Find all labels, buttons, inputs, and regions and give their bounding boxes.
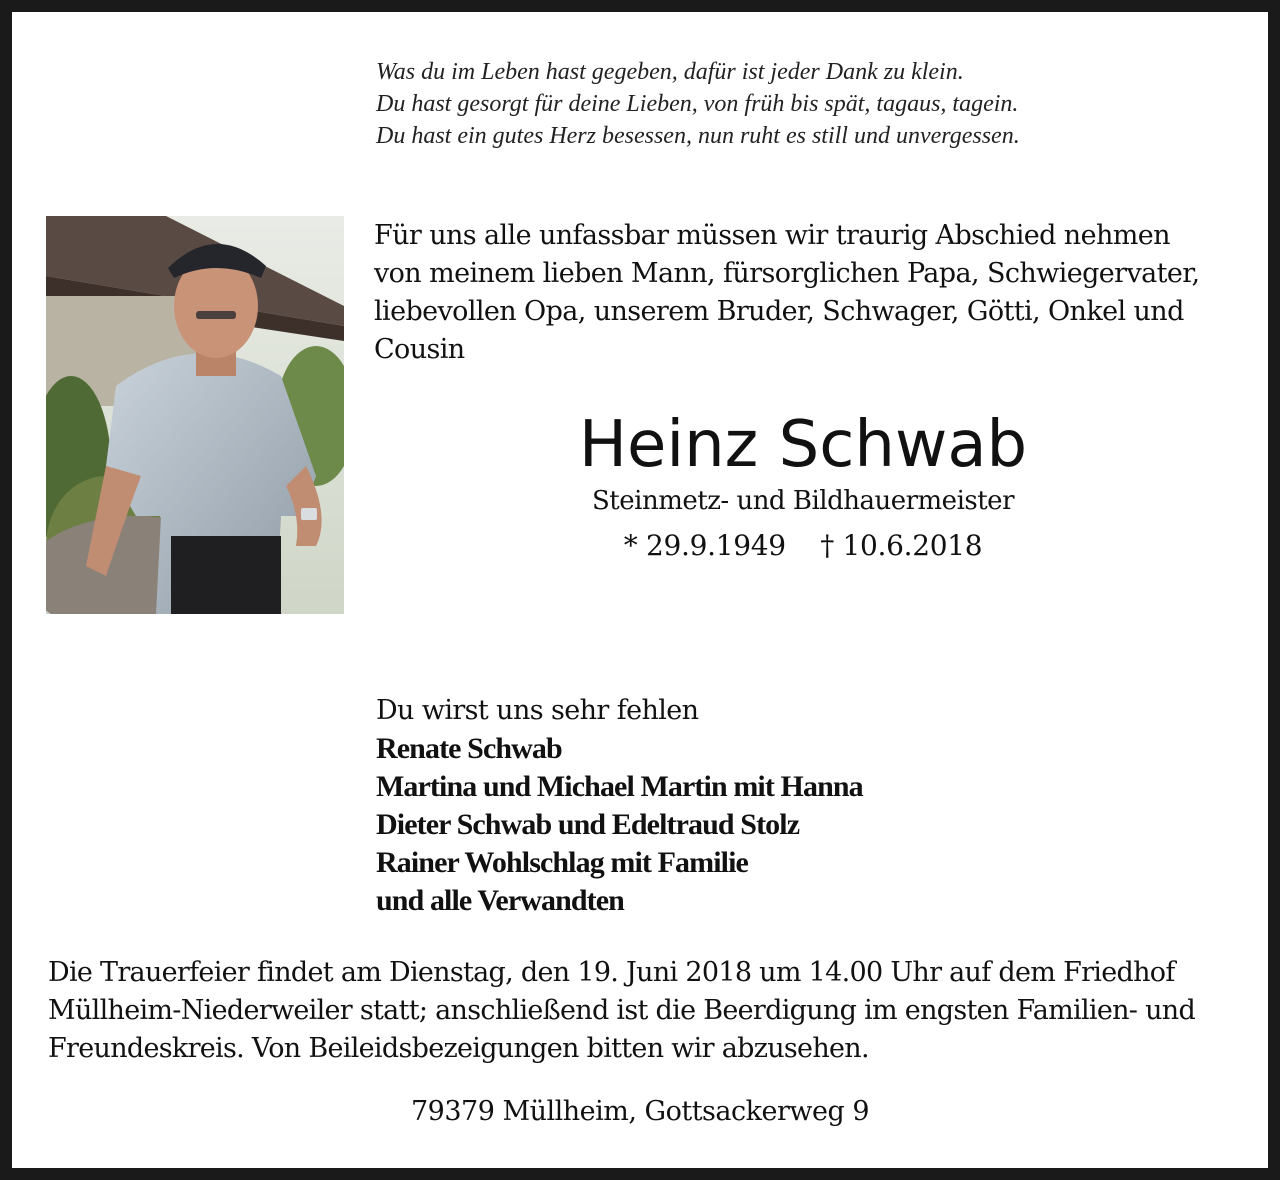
announcement-line: von meinem lieben Mann, fürsorglichen Papa, Schwiegervater, [374, 258, 1200, 289]
mourner-name: Dieter Schwab und Edeltraud Stolz [376, 808, 800, 841]
family-address: 79379 Müllheim, Gottsackerweg 9 [410, 1096, 870, 1127]
announcement-line: Cousin [374, 334, 465, 365]
death-date: † 10.6.2018 [820, 529, 983, 562]
deceased-name: Heinz Schwab [578, 408, 1028, 482]
memorial-poem [376, 56, 1020, 152]
announcement-text [374, 217, 1234, 369]
mourners-intro: Du wirst uns sehr fehlen [376, 695, 699, 726]
mourner-name: Martina und Michael Martin mit Hanna [376, 770, 863, 803]
birth-date: * 29.9.1949 [623, 529, 786, 562]
funeral-service-info [48, 954, 1248, 1068]
mourner-name: Rainer Wohlschlag mit Familie [376, 846, 748, 879]
poem-line: Du hast ein gutes Herz besessen, nun ruht es still und unvergessen. [376, 123, 1020, 149]
poem-line: Du hast gesorgt für deine Lieben, von früh bis spät, tagaus, tagein. [376, 91, 1019, 117]
mourner-name: Renate Schwab [376, 732, 562, 765]
mourners-list [376, 692, 863, 920]
announcement-line: Für uns alle unfassbar müssen wir traurig Abschied nehmen [374, 220, 1170, 251]
mourner-name: und alle Verwandten [376, 884, 624, 917]
life-dates [12, 526, 1280, 566]
deceased-profession: Steinmetz- und Bildhauermeister [592, 486, 1014, 516]
poem-line: Was du im Leben hast gegeben, dafür ist jeder Dank zu klein. [376, 59, 964, 85]
announcement-line: liebevollen Opa, unserem Bruder, Schwager, Götti, Onkel und [374, 296, 1184, 327]
obituary-notice [12, 12, 1268, 1168]
service-line: Müllheim-Niederweiler statt; anschließend ist die Beerdigung im engsten Familien- und [48, 995, 1196, 1026]
service-line: Die Trauerfeier findet am Dienstag, den 19. Juni 2018 um 14.00 Uhr auf dem Friedhof [48, 957, 1175, 988]
service-line: Freundeskreis. Von Beileidsbezeigungen bitten wir abzusehen. [48, 1033, 869, 1064]
